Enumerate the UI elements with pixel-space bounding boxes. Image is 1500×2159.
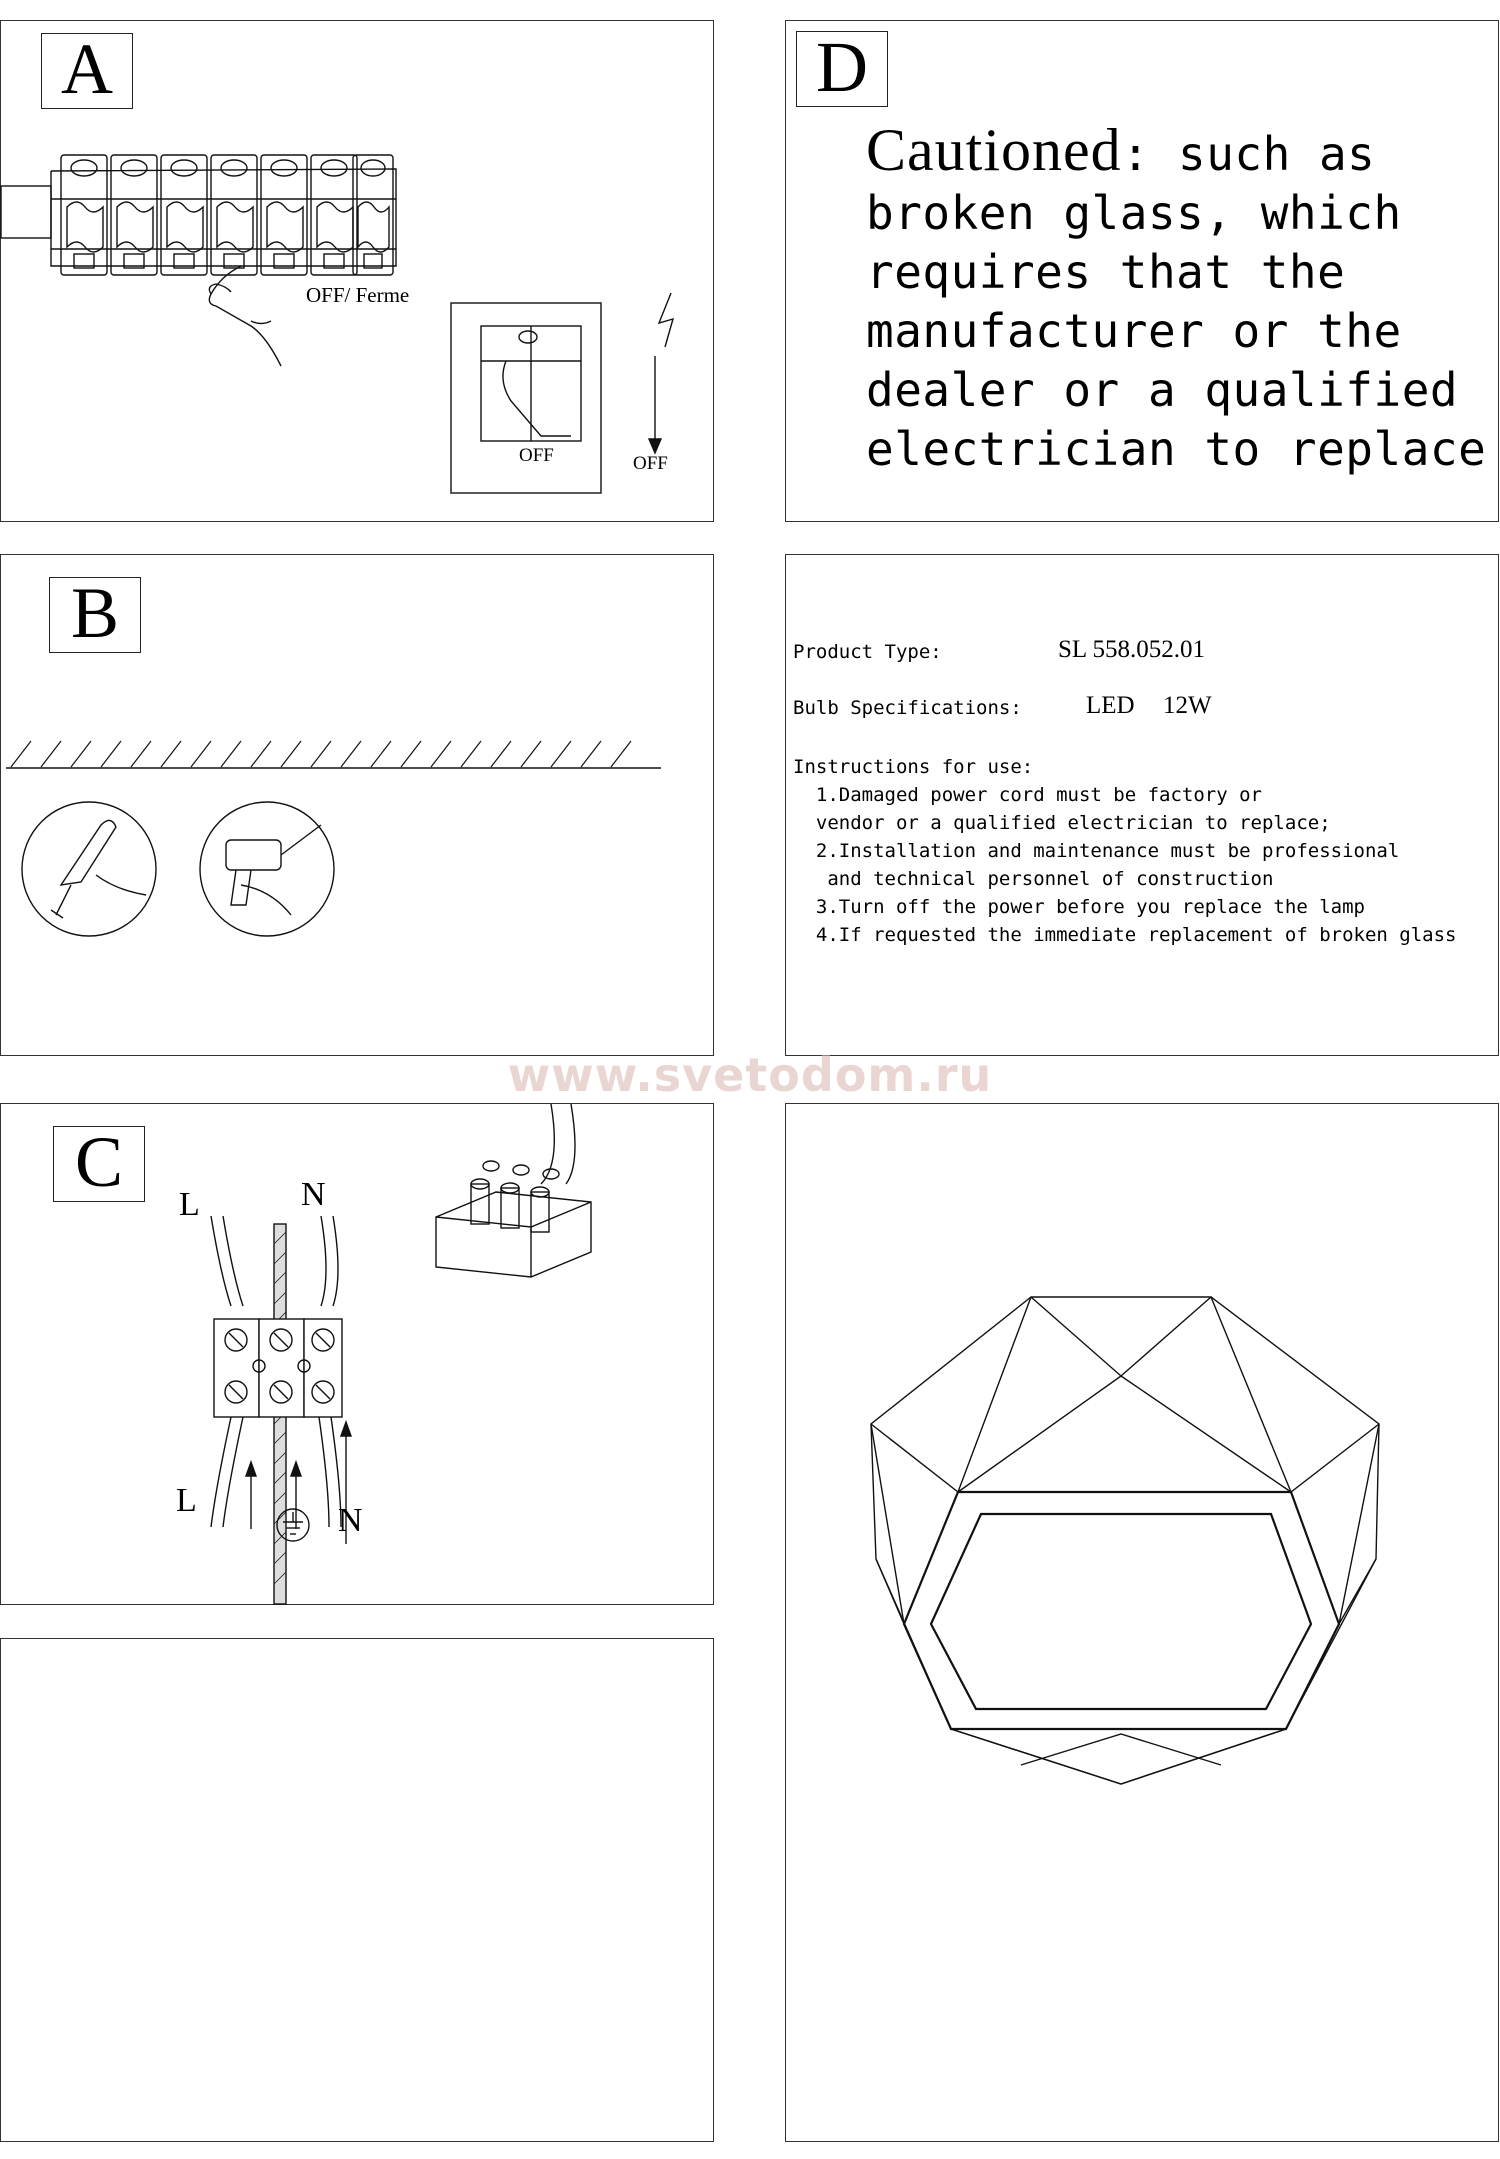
caution-line-6: electrician to replace xyxy=(866,422,1487,476)
caution-line-4: manufacturer or the xyxy=(866,304,1402,358)
wire-label-n-bottom: N xyxy=(338,1502,363,1539)
panel-c xyxy=(0,1103,714,1605)
product-type-label: Product Type: xyxy=(793,641,942,663)
caution-line-2: broken glass, which xyxy=(866,186,1402,240)
step-letter-c: C xyxy=(53,1126,145,1202)
instruction-line: vendor or a qualified electrician to replace; xyxy=(793,812,1331,834)
wire-label-l-bottom: L xyxy=(176,1482,197,1519)
instructions-block xyxy=(793,753,1456,949)
step-letter-d: D xyxy=(796,31,888,107)
instructions-heading: Instructions for use: xyxy=(793,756,1034,778)
caution-title: Cautioned xyxy=(866,117,1122,183)
product-type-value: SL 558.052.01 xyxy=(1058,636,1205,663)
caution-text xyxy=(866,117,1487,479)
instruction-line: 2.Installation and maintenance must be professional xyxy=(793,840,1400,862)
lamp-illustration xyxy=(786,1104,1500,2143)
power-off-label: OFF xyxy=(633,453,668,474)
breaker-off-label: OFF/ Ferme xyxy=(306,283,410,307)
step-letter-b: B xyxy=(49,577,141,653)
instruction-line: and technical personnel of construction xyxy=(793,868,1274,890)
spec-panel xyxy=(785,554,1499,1056)
lamp-panel xyxy=(785,1103,1499,2142)
wire-label-n-top: N xyxy=(301,1176,326,1213)
caution-line-1: : such as xyxy=(1121,127,1376,181)
wire-label-l-top: L xyxy=(179,1186,200,1223)
panel-a xyxy=(0,20,714,522)
panel-b xyxy=(0,554,714,1056)
bulb-spec-label: Bulb Specifications: xyxy=(793,697,1022,719)
panel-d xyxy=(785,20,1499,522)
switch-off-label: OFF xyxy=(519,445,554,466)
instruction-line: 3.Turn off the power before you replace the lamp xyxy=(793,896,1365,918)
bulb-type-value: LED xyxy=(1086,692,1135,719)
instruction-line: 1.Damaged power cord must be factory or xyxy=(793,784,1262,806)
breaker-panel-illustration xyxy=(1,21,715,523)
caution-line-3: requires that the xyxy=(866,245,1346,299)
blank-panel xyxy=(0,1638,714,2142)
caution-line-5: dealer or a qualified xyxy=(866,363,1459,417)
ceiling-drill-illustration xyxy=(1,555,715,1057)
watermark: www.svetodom.ru xyxy=(507,1048,993,1102)
instruction-line: 4.If requested the immediate replacement of broken glass xyxy=(793,924,1457,946)
step-letter-a: A xyxy=(41,33,133,109)
bulb-power-value: 12W xyxy=(1163,692,1212,719)
